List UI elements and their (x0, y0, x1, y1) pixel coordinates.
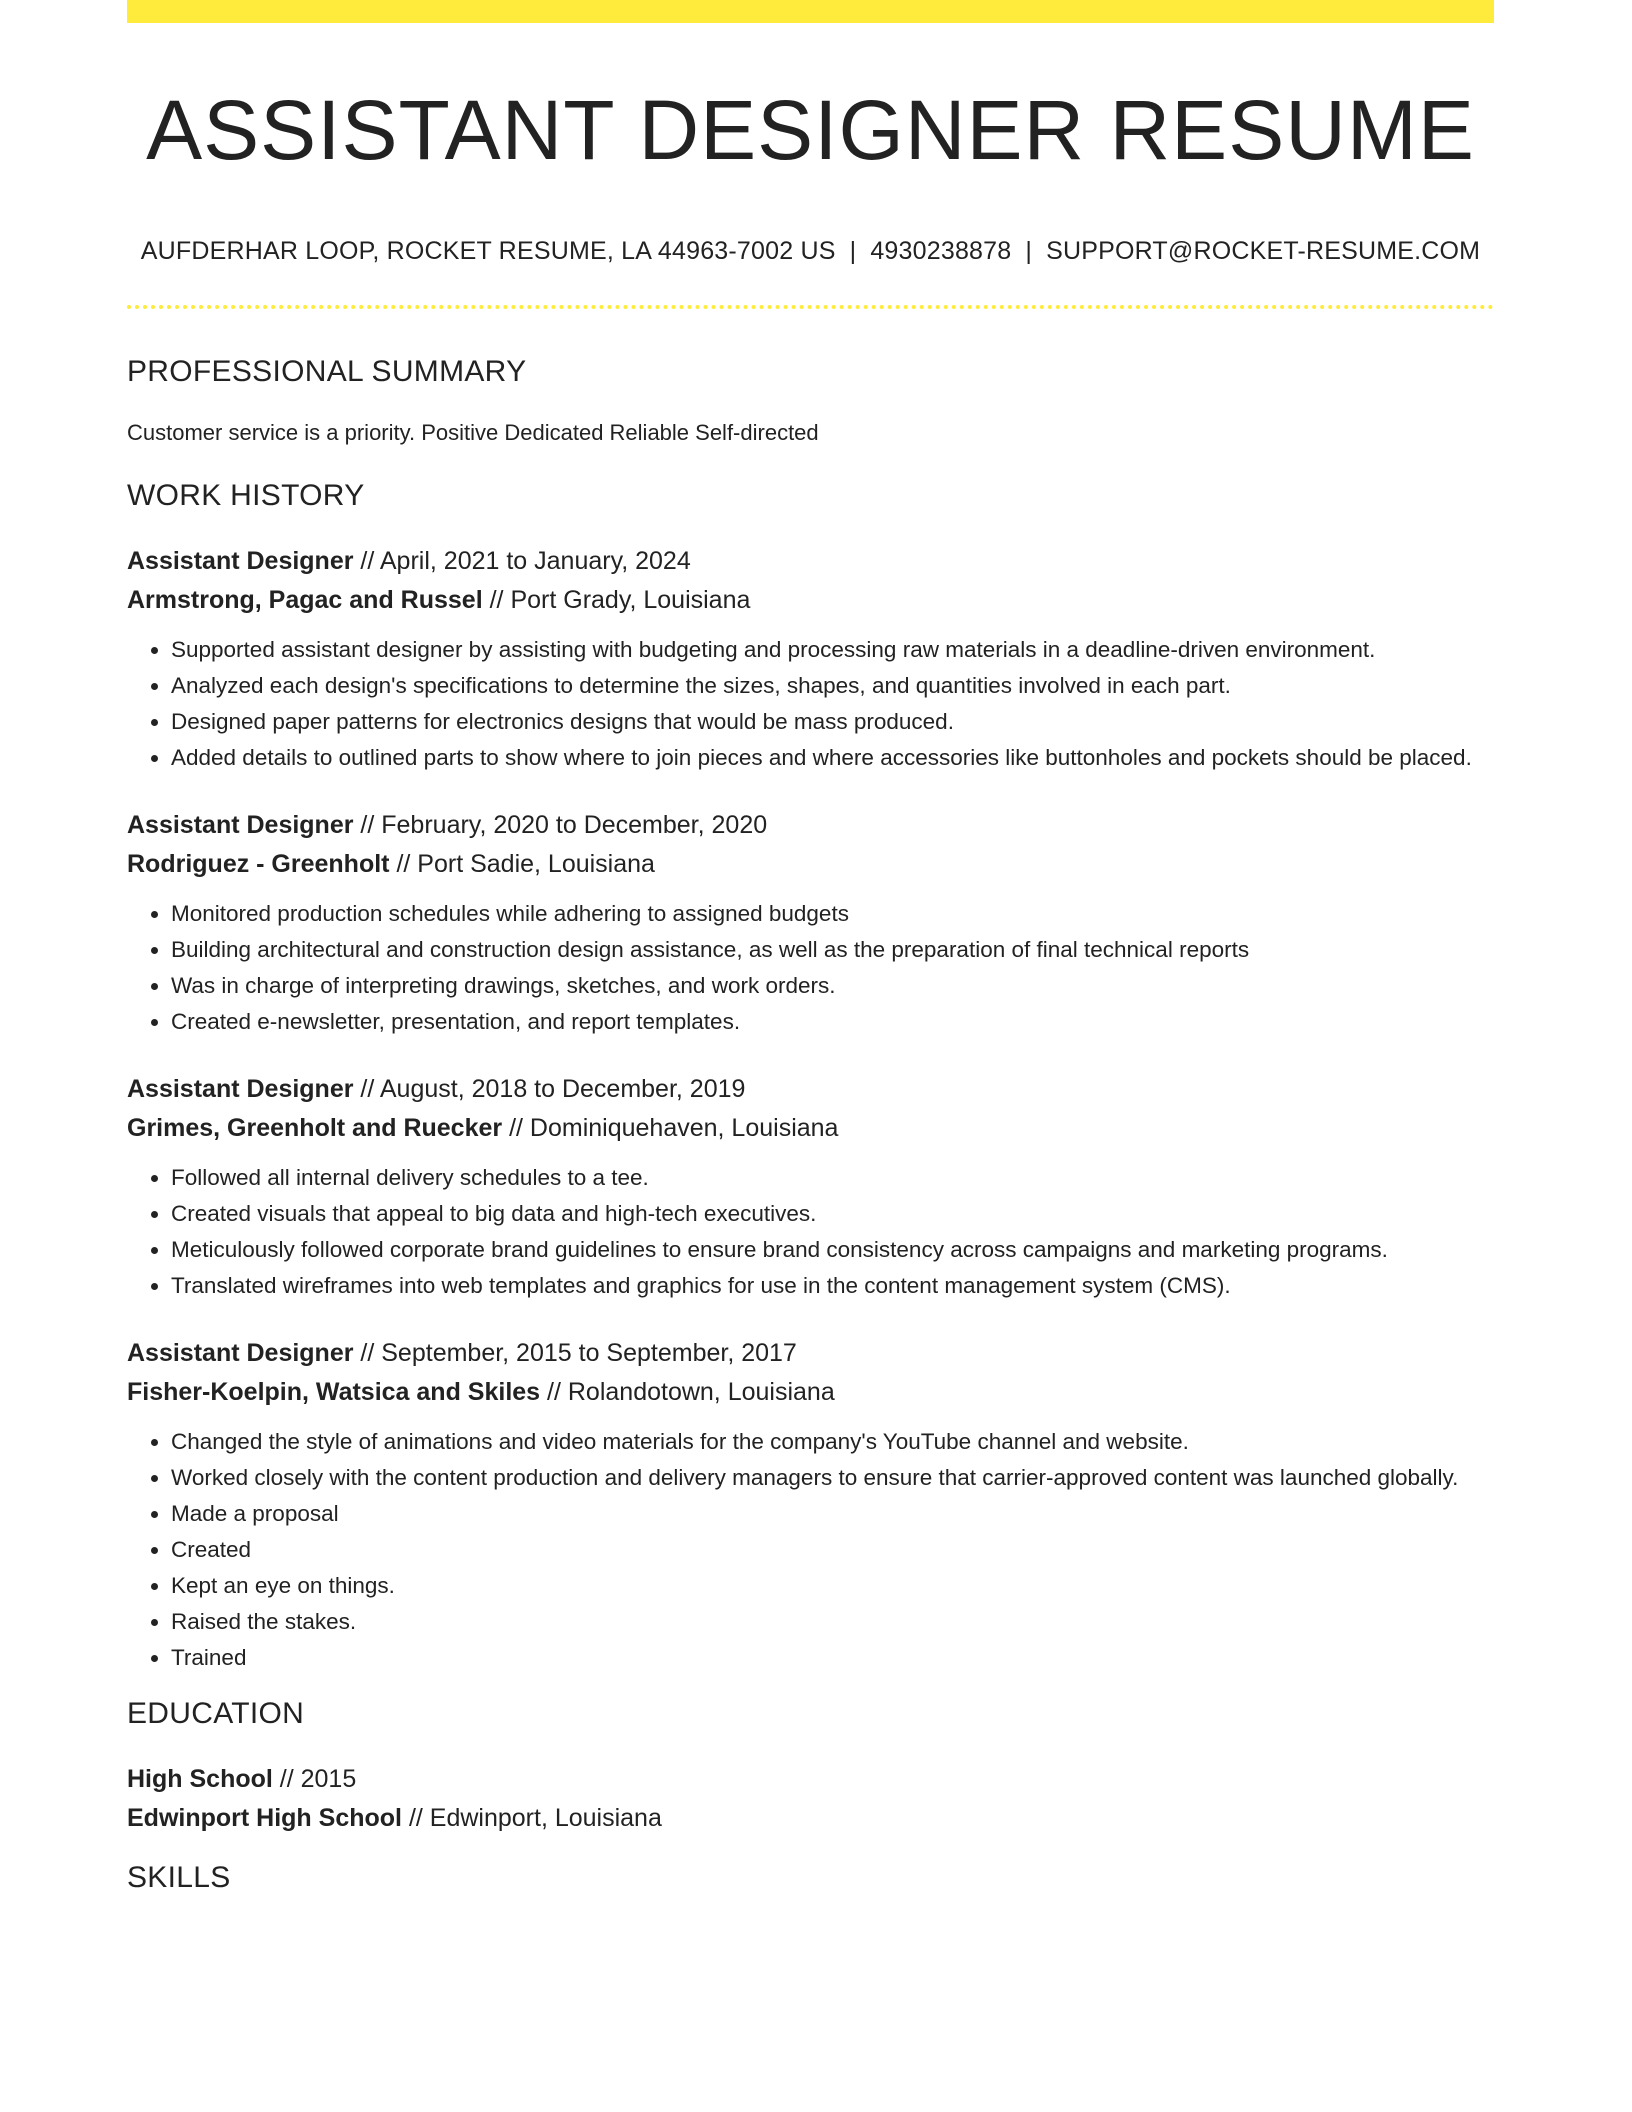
job-bullet: • Changed the style of animations and video materials for the company's YouTube channel and website. (171, 1424, 1494, 1460)
job-bullet: • Translated wireframes into web templates and graphics for use in the content management system (CMS). (171, 1268, 1494, 1304)
job-dates: // April, 2021 to January, 2024 (360, 547, 691, 575)
job-bullet: • Monitored production schedules while adhering to assigned budgets (171, 896, 1494, 932)
resume-title: ASSISTANT DESIGNER RESUME (146, 83, 1475, 177)
contact-separator: | (1025, 237, 1033, 265)
job-company-line (127, 1109, 1494, 1148)
contact-line (127, 237, 1494, 266)
resume-body (127, 352, 1494, 1924)
job-entry (127, 1070, 1494, 1304)
dotted-divider (127, 305, 1494, 309)
contact-email: SUPPORT@ROCKET-RESUME.COM (1046, 237, 1481, 265)
job-bullet: • Worked closely with the content production and delivery managers to ensure that carrier-approved content was launched globally. (171, 1460, 1494, 1496)
job-bullet: • Raised the stakes. (171, 1604, 1494, 1640)
job-entry (127, 542, 1494, 776)
job-location: // Dominiquehaven, Louisiana (509, 1114, 839, 1142)
job-bullet: • Created e-newsletter, presentation, and report templates. (171, 1004, 1494, 1040)
work-history-heading: WORK HISTORY (127, 479, 365, 512)
job-bullet: • Supported assistant designer by assisting with budgeting and processing raw materials in a deadline-driven environment. (171, 632, 1494, 668)
education-degree-line (127, 1760, 1494, 1799)
job-bullet: • Kept an eye on things. (171, 1568, 1494, 1604)
job-location: // Port Sadie, Louisiana (396, 850, 655, 878)
education-heading: EDUCATION (127, 1697, 305, 1730)
job-bullet: • Followed all internal delivery schedules to a tee. (171, 1160, 1494, 1196)
job-company-line (127, 845, 1494, 884)
job-role: Assistant Designer (127, 1339, 354, 1367)
job-company-line (127, 581, 1494, 620)
education-school-line (127, 1799, 1494, 1838)
job-company: Grimes, Greenholt and Ruecker (127, 1114, 503, 1142)
job-bullets (127, 632, 1494, 776)
contact-phone: 4930238878 (870, 237, 1012, 265)
summary-text: Customer service is a priority. Positive Dedicated Reliable Self-directed (127, 420, 819, 445)
job-bullet: • Added details to outlined parts to show where to join pieces and where accessories like buttonholes and pockets should be placed. (171, 740, 1494, 776)
job-location: // Port Grady, Louisiana (489, 586, 751, 614)
job-role: Assistant Designer (127, 1075, 354, 1103)
job-dates: // September, 2015 to September, 2017 (360, 1339, 797, 1367)
job-bullet: • Created visuals that appeal to big data and high-tech executives. (171, 1196, 1494, 1232)
job-bullet: • Designed paper patterns for electronics designs that would be mass produced. (171, 704, 1494, 740)
job-bullets (127, 1160, 1494, 1304)
summary-heading: PROFESSIONAL SUMMARY (127, 355, 527, 388)
job-location: // Rolandotown, Louisiana (547, 1378, 835, 1406)
job-dates: // August, 2018 to December, 2019 (360, 1075, 746, 1103)
contact-address: AUFDERHAR LOOP, ROCKET RESUME, LA 44963-7002 US (140, 237, 836, 265)
job-company: Armstrong, Pagac and Russel (127, 586, 483, 614)
job-dates: // February, 2020 to December, 2020 (360, 811, 768, 839)
education-degree: High School (127, 1765, 273, 1793)
job-role: Assistant Designer (127, 547, 354, 575)
education-location: // Edwinport, Louisiana (408, 1804, 662, 1832)
job-bullets (127, 896, 1494, 1040)
job-company: Fisher-Koelpin, Watsica and Skiles (127, 1378, 541, 1406)
job-title-line (127, 1070, 1494, 1109)
job-entry (127, 806, 1494, 1040)
job-bullet: • Made a proposal (171, 1496, 1494, 1532)
job-bullet: • Trained (171, 1640, 1494, 1676)
job-title-line (127, 1334, 1494, 1373)
job-bullet: • Meticulously followed corporate brand guidelines to ensure brand consistency across campaigns and marketing programs. (171, 1232, 1494, 1268)
job-bullet: • Was in charge of interpreting drawings, sketches, and work orders. (171, 968, 1494, 1004)
job-title-line (127, 542, 1494, 581)
job-entry (127, 1334, 1494, 1676)
accent-top-bar (127, 0, 1494, 23)
education-year: // 2015 (279, 1765, 357, 1793)
job-title-line (127, 806, 1494, 845)
job-role: Assistant Designer (127, 811, 354, 839)
education-entry (127, 1760, 1494, 1838)
job-bullet: • Building architectural and construction design assistance, as well as the preparation of final technical reports (171, 932, 1494, 968)
education-school: Edwinport High School (127, 1804, 402, 1832)
job-bullet: • Created (171, 1532, 1494, 1568)
skills-heading: SKILLS (127, 1861, 231, 1894)
job-company: Rodriguez - Greenholt (127, 850, 390, 878)
job-bullets (127, 1424, 1494, 1676)
job-company-line (127, 1373, 1494, 1412)
job-bullet: • Analyzed each design's specifications to determine the sizes, shapes, and quantities involved in each part. (171, 668, 1494, 704)
contact-separator: | (849, 237, 857, 265)
